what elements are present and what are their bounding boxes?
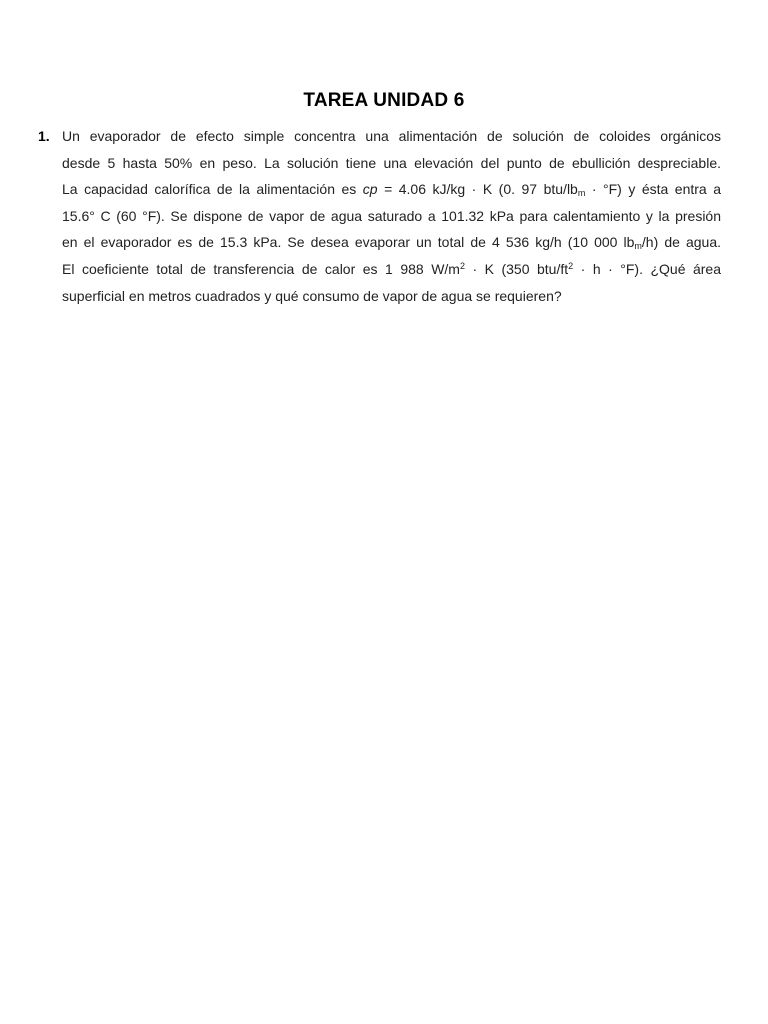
problem-text	[62, 123, 721, 309]
text-line	[62, 283, 721, 310]
text-fragment: 2	[568, 260, 574, 271]
text-fragment: El coeficiente total de transferencia de calor es 1 988 W/m	[62, 260, 460, 277]
text-fragment: = 4.06 kJ/kg · K (0. 97 btu/lb	[377, 181, 578, 198]
page-title: TAREA UNIDAD 6	[303, 90, 465, 111]
text-line	[62, 256, 721, 283]
text-fragment: Un evaporador de efecto simple concentra una alimentación de solución de coloides orgánicos	[62, 128, 721, 144]
text-fragment: 15.6° C (60 °F). Se dispone de vapor de agua saturado a 101.32 kPa para calentamiento y la presión	[62, 207, 721, 224]
text-fragment: · °F) y ésta entra a	[585, 181, 721, 198]
text-line	[62, 123, 721, 150]
text-line	[62, 203, 721, 230]
text-fragment: m	[577, 188, 586, 199]
text-fragment: · h · °F). ¿Qué área	[573, 260, 721, 277]
text-fragment: superficial en metros cuadrados y qué consumo de vapor de agua se requieren?	[62, 287, 562, 304]
text-line	[62, 229, 721, 256]
text-fragment: /h) de agua.	[641, 234, 721, 251]
text-fragment: cp	[362, 181, 378, 198]
text-line	[62, 150, 721, 177]
text-fragment: m	[634, 241, 642, 252]
text-fragment: 2	[459, 260, 465, 271]
text-fragment: desde 5 hasta 50% en peso. La solución tiene una elevación del punto de ebullición despreciable.	[62, 154, 721, 171]
text-fragment: en el evaporador es de 15.3 kPa. Se desea evaporar un total de 4 536 kg/h (10 000 lb	[62, 234, 635, 251]
problem-number: 1.	[38, 128, 50, 144]
text-fragment: · K (350 btu/ft	[464, 260, 569, 277]
text-line	[62, 176, 721, 203]
text-fragment: La capacidad calorífica de la alimentación es	[62, 181, 363, 198]
